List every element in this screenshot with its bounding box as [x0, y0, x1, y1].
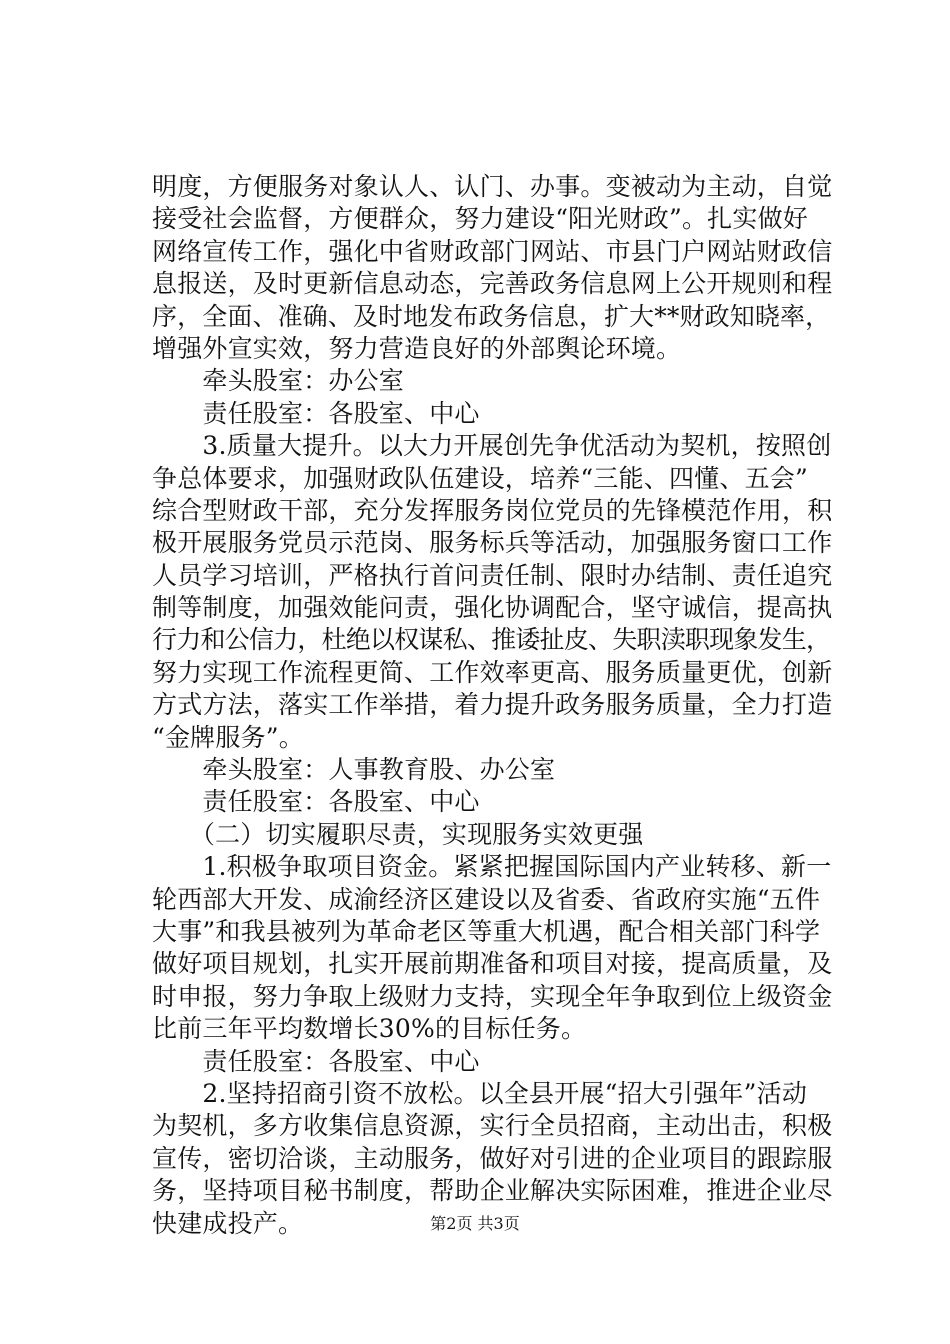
text-line: 接受社会监督，方便群众，努力建设“阳光财政”。扎实做好	[152, 204, 808, 234]
text-line: 息报送，及时更新信息动态，完善政务信息网上公开规则和程	[152, 269, 833, 299]
text-line: 1.积极争取项目资金。紧紧把握国际国内产业转移、新一	[152, 852, 832, 882]
text-line: 大事”和我县被列为革命老区等重大机遇，配合相关部门科学	[152, 916, 821, 946]
text-line: 轮西部大开发、成渝经济区建设以及省委、省政府实施“五件	[152, 884, 821, 914]
text-line: 综合型财政干部，充分发挥服务岗位党员的先锋模范作用，积	[152, 495, 833, 525]
text-line: 责任股室：各股室、中心	[152, 787, 480, 817]
page-footer: 第2页 共3页	[430, 1214, 520, 1233]
text-line: 争总体要求，加强财政队伍建设，培养“三能、四懂、五会”	[152, 463, 808, 493]
text-line: 责任股室：各股室、中心	[152, 398, 480, 428]
body-text	[152, 171, 832, 1240]
text-line: 牵头股室：人事教育股、办公室	[152, 755, 556, 785]
text-line: 方式方法，落实工作举措，着力提升政务服务质量，全力打造	[152, 690, 833, 720]
text-line: 行力和公信力，杜绝以权谋私、推诿扯皮、失职渎职现象发生，	[152, 625, 831, 655]
text-line: 人员学习培训，严格执行首问责任制、限时办结制、责任追究	[152, 560, 833, 590]
text-line: 2.坚持招商引资不放松。以全县开展“招大引强年”活动	[152, 1078, 808, 1108]
text-line: 做好项目规划，扎实开展前期准备和项目对接，提高质量，及	[152, 949, 833, 979]
text-line: 时申报，努力争取上级财力支持，实现全年争取到位上级资金	[152, 981, 833, 1011]
text-line: 极开展服务党员示范岗、服务标兵等活动，加强服务窗口工作	[152, 528, 833, 558]
text-line: 增强外宣实效，努力营造良好的外部舆论环境。	[152, 333, 682, 363]
text-line: 比前三年平均数增长30%的目标任务。	[152, 1014, 587, 1044]
text-line: 制等制度，加强效能问责，强化协调配合，坚守诚信，提高执	[152, 593, 833, 623]
text-line: 责任股室：各股室、中心	[152, 1046, 480, 1076]
text-line: 务，坚持项目秘书制度，帮助企业解决实际困难，推进企业尽	[152, 1176, 833, 1206]
text-line: 序，全面、准确、及时地发布政务信息，扩大**财政知晓率，	[152, 301, 831, 331]
text-line: 宣传，密切洽谈，主动服务，做好对引进的企业项目的跟踪服	[152, 1143, 833, 1173]
text-line: 牵头股室：办公室	[152, 366, 405, 396]
text-line: 努力实现工作流程更简、工作效率更高、服务质量更优，创新	[152, 657, 833, 687]
text-line: 明度，方便服务对象认人、认门、办事。变被动为主动，自觉	[152, 172, 833, 201]
text-line: 3.质量大提升。以大力开展创先争优活动为契机，按照创	[152, 431, 832, 461]
text-line: 网络宣传工作，强化中省财政部门网站、市县门户网站财政信	[152, 236, 833, 266]
text-line: 为契机，多方收集信息资源，实行全员招商，主动出击，积极	[152, 1111, 833, 1141]
text-line: 快建成投产。	[152, 1208, 304, 1238]
text-line: “金牌服务”。	[152, 722, 304, 752]
text-line: （二）切实履职尽责，实现服务实效更强	[152, 819, 644, 849]
